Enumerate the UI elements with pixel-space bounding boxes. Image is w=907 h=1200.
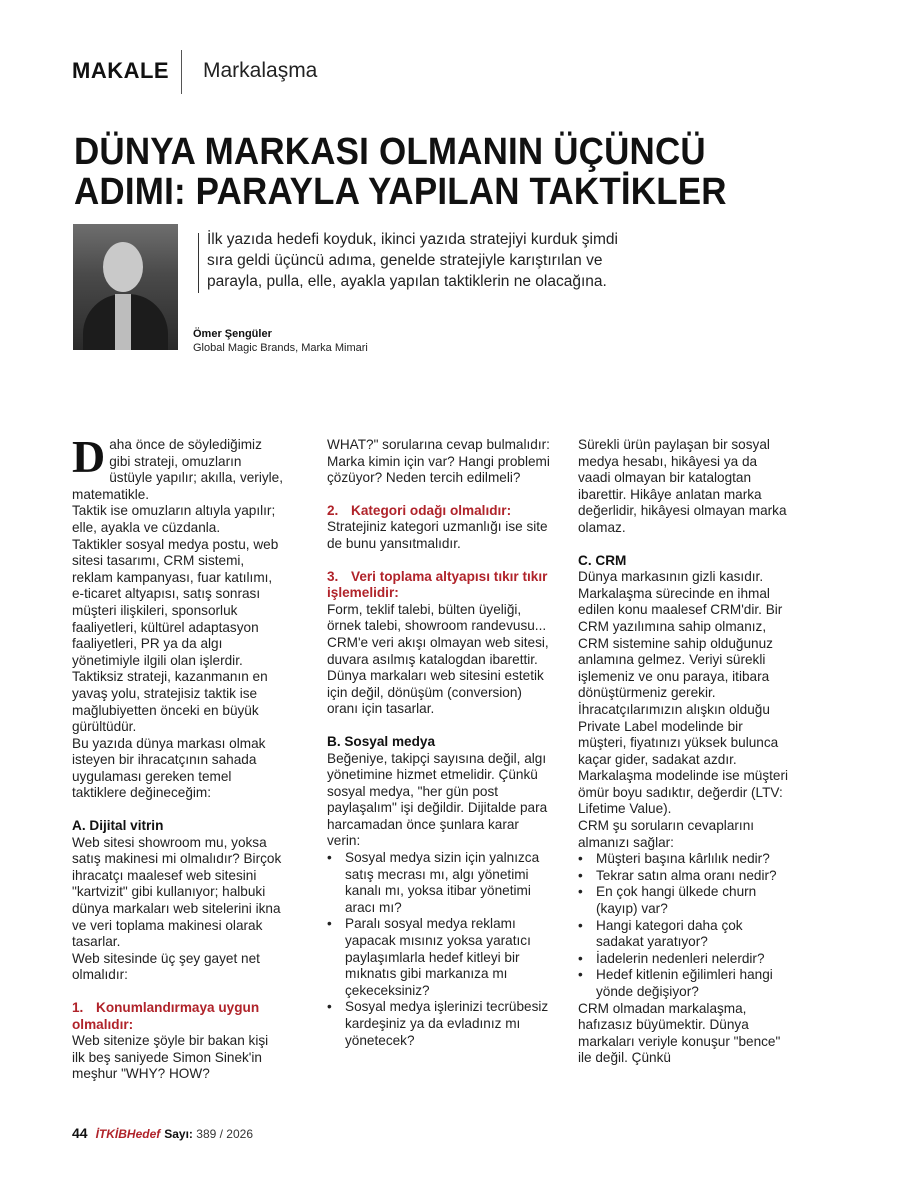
article-title — [74, 132, 727, 212]
issue-label: Sayı: — [164, 1127, 193, 1141]
subheading-text: Konumlandırmaya uygun olmalıdır: — [72, 1000, 260, 1032]
subheading-number: 3. — [327, 568, 339, 584]
paragraph: Dünya markasının gizli kasıdır. Markalaşma sürecinde en ihmal edilen konu maalesef CRM'dir. Bir CRM yazılımına sahip olmanız, CRM sistemine sahip olduğunuz anlamına gelmez. Veriyi sürekli işlemeniz ve onu paraya, itibara dönüştürmeniz gerekir. İhracatçılarımızın alışkın olduğu Private Label modelinde bir müşteri, fiyatınızı yüksek bulunca kaçar gider, sadakat azdır. Markalaşma modelinde ise müşteri ömür boyu sadıktır, değerdir (LTV: Lifetime Value). — [578, 569, 789, 817]
subheading-3 — [327, 569, 552, 602]
section-heading-a: A. Dijital vitrin — [72, 818, 164, 834]
list-item: • İadelerin nedenleri nelerdir? — [578, 951, 793, 968]
paragraph: Stratejiniz kategori uzmanlığı ise site de bunu yansıtmalıdır. — [327, 519, 548, 551]
subheading-text: Kategori odağı olmalıdır: — [351, 502, 512, 518]
section-divider — [181, 50, 182, 94]
article-title-line-1: DÜNYA MARKASI OLMANIN ÜÇÜNCÜ — [74, 131, 706, 173]
article-column-3 — [578, 437, 793, 1067]
page-footer — [72, 1125, 253, 1141]
subheading-1 — [72, 1000, 284, 1033]
article-lead: İlk yazıda hedefi koyduk, ikinci yazıda stratejiyi kurduk şimdi sıra geldi üçüncü adıma, genelde stratejiyle karıştırılan ve parayla, pulla, elle, ayakla yapılan taktiklerin ne olacağına. — [207, 231, 618, 290]
paragraph: Web sitenize şöyle bir bakan kişi ilk beş saniyede Simon Sinek'in meşhur "WHY? HOW? — [72, 1033, 269, 1082]
paragraph: WHAT?" sorularına cevap bulmalıdır: Marka kimin için var? Hangi problemi çözüyor? Neden tercih edilmeli? — [327, 437, 550, 486]
intro-paragraph — [72, 431, 284, 503]
list-item: • Sosyal medya sizin için yalnızca satış mecrası mı, algı yönetimi kanalı mı, yoksa itibar yönetimi aracı mı? — [327, 850, 552, 916]
article-column-2 — [327, 437, 552, 1049]
paragraph: Web sitesinde üç şey gayet net olmalıdır: — [72, 950, 260, 983]
author-role: Global Magic Brands, Marka Mimari — [193, 342, 368, 354]
subheading-2 — [327, 503, 552, 520]
paragraph: Taktikler sosyal medya postu, web sitesi tasarımı, CRM sistemi, reklam kampanyası, fuar katılımı, e-ticaret altyapısı, satış sonrası müşteri ilişkileri, sponsorluk faaliyetleri, kültürel adaptasyon faaliyetleri, PR ya da algı yönetimiyle ilgili olan işlerdir. — [72, 536, 279, 668]
issue-number: 389 / 2026 — [196, 1127, 253, 1141]
lead-divider — [198, 233, 199, 293]
paragraph: Taktik ise omuzların altıyla yapılır; elle, ayakla ve cüzdanla. — [72, 503, 276, 535]
list-item: • Hangi kategori daha çok sadakat yaratıyor? — [578, 918, 793, 951]
drop-cap: D — [72, 431, 106, 482]
section-heading-b: B. Sosyal medya — [327, 733, 436, 749]
paragraph: Beğeniye, takipçi sayısına değil, algı yönetimine hizmet etmelidir. Çünkü sosyal medya, "her gün post paylaşalım" işi değildir. Dijitalde para harcamadan önce şunlara karar verin: — [327, 750, 548, 849]
paragraph: CRM olmadan markalaşma, hafızasız büyümektir. Dünya markaları veriyle konuşur "bence" ile değil. Çünkü — [578, 1000, 781, 1066]
paragraph: Bu yazıda dünya markası olmak isteyen bir ihracatçının sahada uygulaması gereken temel taktiklere değineceğim: — [72, 735, 266, 801]
page-number: 44 — [72, 1125, 88, 1141]
list-item: • Tekrar satın alma oranı nedir? — [578, 868, 793, 885]
paragraph: Form, teklif talebi, bülten üyeliği, örnek talebi, showroom randevusu... CRM'e veri akışı olmayan web sitesi, duvara asılmış katalogdan ibarettir. Dünya markaları web sitesini estetik için değil, dönüşüm (conversion) oranı için tasarlar. — [327, 601, 549, 717]
section-heading-c: C. CRM — [578, 552, 627, 568]
list-item: • Hedef kitlenin eğilimleri hangi yönde değişiyor? — [578, 967, 793, 1000]
list-item: • En çok hangi ülkede churn (kayıp) var? — [578, 884, 793, 917]
subheading-number: 1. — [72, 1000, 84, 1015]
section-subtitle: Markalaşma — [203, 59, 318, 82]
section-label: MAKALE — [72, 58, 170, 83]
bullet-list — [327, 850, 552, 1049]
paragraph: CRM şu soruların cevaplarını almanızı sağlar: — [578, 818, 755, 850]
list-item: • Sosyal medya işlerinizi tecrübesiz kardeşiniz ya da evladınız mı yönetecek? — [327, 999, 552, 1049]
subheading-number: 2. — [327, 502, 339, 518]
magazine-logo: İTKİBHedef — [95, 1127, 161, 1141]
paragraph: Taktiksiz strateji, kazanmanın en yavaş yolu, stratejisiz taktik ise mağlubiyetten önceki en büyük gürültüdür. — [72, 669, 268, 735]
author-photo — [73, 224, 178, 350]
paragraph: Web sitesi showroom mu, yoksa satış makinesi mi olmalıdır? Birçok ihracatçı maalesef web sitesini "kartvizit" gibi kullanıyor; halbuki dünya markaları web sitelerini ikna ve veri toplama makinesi olarak tasarlar. — [72, 834, 282, 950]
intro-text: aha önce de söylediğimiz gibi strateji, omuzların üstüyle yapılır; akılla, veriyle, matematikle. — [72, 437, 283, 502]
bullet-list — [578, 851, 793, 1000]
article-column-1 — [72, 431, 284, 1083]
list-item: • Paralı sosyal medya reklamı yapacak mısınız yoksa yaratıcı paylaşımlarla hedef kitleyi bir mıknatıs gibi markanıza mı çekeceksiniz? — [327, 916, 552, 999]
list-item: • Müşteri başına kârlılık nedir? — [578, 851, 793, 868]
subheading-text: Veri toplama altyapısı tıkır tıkır işlemelidir: — [327, 568, 548, 601]
author-name: Ömer Şengüler — [193, 328, 272, 340]
paragraph: Sürekli ürün paylaşan bir sosyal medya hesabı, hikâyesi ya da vaadi olmayan bir katalogtan ibarettir. Hikâye anlatan marka değerlidir, hikâyesi olmayan marka olamaz. — [578, 437, 787, 535]
article-title-line-2: ADIMI: PARAYLA YAPILAN TAKTİKLER — [74, 171, 727, 213]
